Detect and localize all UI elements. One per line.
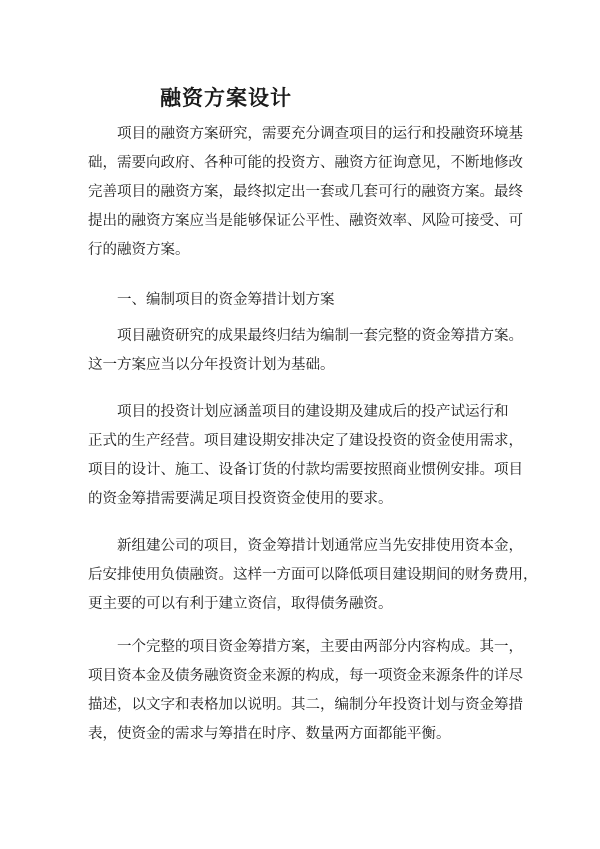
paragraph-line: 这一方案应当以分年投资计划为基础。 (88, 357, 335, 373)
paragraph-line: 一个完整的项目资金筹措方案，主要由两部分内容构成。其一， (88, 639, 523, 655)
paragraph-line: 更主要的可以有利于建立资信，取得债务融资。 (88, 596, 393, 612)
paragraph-investment-plan (88, 398, 523, 514)
paragraph-line: 后安排使用负债融资。这样一方面可以降低项目建设期间的财务费用， (88, 567, 538, 583)
paragraph-line: 项目的设计、施工、设备订货的付款均需要按照商业惯例安排。项目 (88, 462, 523, 478)
paragraph-line: 项目的融资方案研究，需要充分调查项目的运行和投融资环境基 (88, 126, 523, 142)
document-title: 融资方案设计 (160, 85, 292, 110)
section-heading-text: 一、编制项目的资金筹措计划方案 (88, 292, 335, 308)
section-heading (88, 286, 518, 315)
paragraph-line: 项目资本金及债务融资资金来源的构成，每一项资金来源条件的详尽 (88, 668, 523, 684)
paragraph-line: 的资金筹措需要满足项目投资资金使用的要求。 (88, 491, 393, 507)
paragraph-line: 完善项目的融资方案，最终拟定出一套或几套可行的融资方案。最终 (88, 184, 523, 200)
paragraph-line: 描述，以文字和表格加以说明。其二，编制分年投资计划与资金筹措 (88, 697, 523, 713)
paragraph-line: 项目融资研究的成果最终归结为编制一套完整的资金筹措方案。 (88, 328, 523, 344)
paragraph-complete-plan (88, 633, 523, 749)
paragraph-line: 正式的生产经营。项目建设期安排决定了建设投资的资金使用需求， (88, 433, 523, 449)
paragraph-line: 础，需要向政府、各种可能的投资方、融资方征询意见，不断地修改 (88, 155, 523, 171)
paragraph-funding-plan (88, 322, 523, 380)
paragraph-line: 新组建公司的项目，资金筹措计划通常应当先安排使用资本金， (88, 538, 523, 554)
paragraph-intro (88, 120, 523, 265)
paragraph-new-company (88, 532, 538, 619)
paragraph-line: 项目的投资计划应涵盖项目的建设期及建成后的投产试运行和 (88, 404, 509, 420)
paragraph-line: 行的融资方案。 (88, 242, 190, 258)
paragraph-line: 提出的融资方案应当是能够保证公平性、融资效率、风险可接受、可 (88, 213, 523, 229)
paragraph-line: 表，使资金的需求与筹措在时序、数量两方面都能平衡。 (88, 726, 451, 742)
